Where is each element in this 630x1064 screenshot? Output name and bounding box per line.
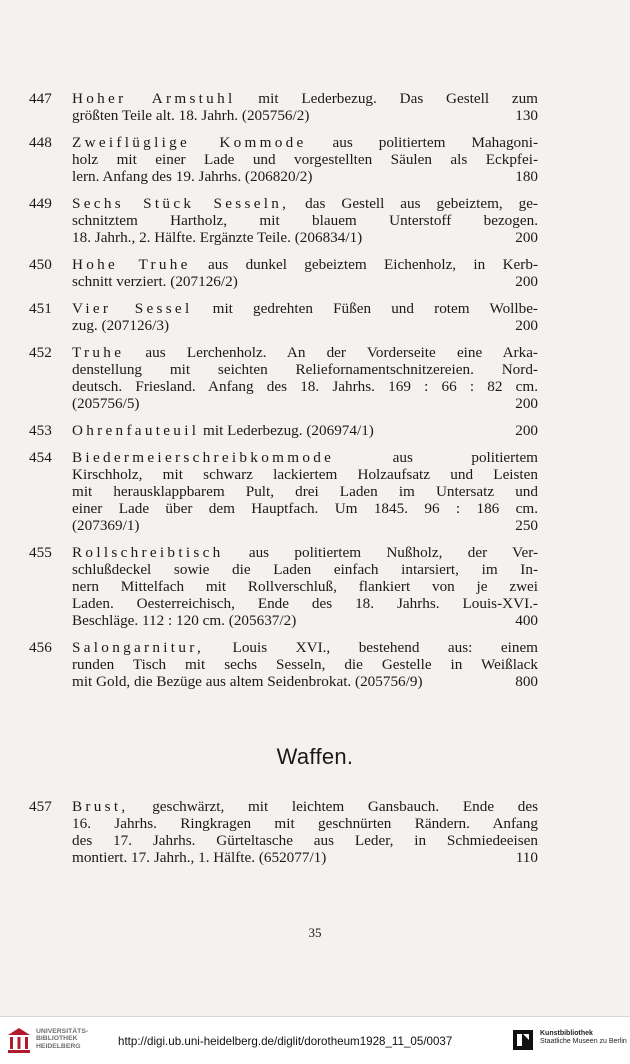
description-text: zug. (207126/3) <box>72 317 170 334</box>
library-name <box>36 1028 88 1050</box>
lot-price: 200 <box>515 317 538 334</box>
kunstbibliothek-logo-icon <box>513 1030 533 1050</box>
description-text: geschwärzt, mit leichtem Gansbauch. Ende des <box>128 798 538 815</box>
kb-title: Kunstbibliothek <box>540 1030 593 1037</box>
lot-price: 130 <box>515 107 538 124</box>
description-line <box>72 256 538 273</box>
description-line <box>72 229 538 246</box>
lot-price: 200 <box>515 422 538 439</box>
description-line <box>72 361 538 378</box>
description-text: aus Lerchenholz. An der Vorderseite eine Arka- <box>124 344 538 361</box>
university-library-logo-icon <box>6 1026 32 1054</box>
lot-description <box>72 256 538 290</box>
description-line <box>72 151 538 168</box>
description-text: aus politiertem Mahagoni- <box>306 134 538 151</box>
description-line <box>72 273 538 290</box>
description-text: aus politiertem <box>334 449 538 466</box>
description-line <box>72 90 538 107</box>
description-line <box>72 422 538 439</box>
description-line <box>72 449 538 466</box>
lot-description <box>72 300 538 334</box>
description-line <box>72 466 538 483</box>
source-url-link[interactable]: http://digi.ub.uni-heidelberg.de/diglit/dorotheum1928_11_05/0037 <box>118 1035 453 1048</box>
description-line <box>72 798 538 815</box>
catalog-entry <box>0 134 630 185</box>
lot-description <box>72 134 538 185</box>
lot-number: 450 <box>29 256 52 273</box>
lot-description <box>72 544 538 629</box>
description-text: das Gestell aus gebeiztem, ge- <box>289 195 538 212</box>
lot-description <box>72 344 538 412</box>
lot-title: Hohe Truhe <box>72 256 191 273</box>
description-text: 18. Jahrh., 2. Hälfte. Ergänzte Teile. (206834/1) <box>72 229 363 246</box>
description-line <box>72 832 538 849</box>
description-text: lern. Anfang des 19. Jahrhs. (206820/2) <box>72 168 313 185</box>
description-line <box>72 849 538 866</box>
description-text: mit Lederbezug. Das Gestell zum <box>235 90 538 107</box>
lot-title: Ohrenfauteuil <box>72 422 200 439</box>
description-line <box>72 578 538 595</box>
lot-number: 449 <box>29 195 52 212</box>
catalog-entry <box>0 798 630 866</box>
description-line <box>72 639 538 656</box>
lot-description <box>72 422 538 439</box>
section-heading: Waffen. <box>276 744 354 769</box>
library-name-line2: BIBLIOTHEK <box>36 1035 78 1043</box>
entry-list-weapons <box>0 798 630 866</box>
lot-price: 200 <box>515 395 538 412</box>
description-line <box>72 378 538 395</box>
footer-bar <box>0 1016 630 1064</box>
lot-description <box>72 449 538 534</box>
description-text: aus dunkel gebeiztem Eichenholz, in Kerb- <box>190 256 538 273</box>
description-line <box>72 544 538 561</box>
description-line <box>72 517 538 534</box>
description-text: Beschläge. 112 : 120 cm. (205637/2) <box>72 612 297 629</box>
description-text: denstellung mit seichten Reliefornamentschnitzereien. Nord- <box>72 361 538 378</box>
description-line <box>72 673 538 690</box>
catalog-entry <box>0 449 630 534</box>
description-text: schnitt verziert. (207126/2) <box>72 273 238 290</box>
description-line <box>72 561 538 578</box>
description-text: aus politiertem Nußholz, der Ver- <box>223 544 538 561</box>
description-text: nern Mittelfach mit Rollverschluß, flankiert von je zwei <box>72 578 538 595</box>
lot-description <box>72 90 538 124</box>
lot-title: Hoher Armstuhl <box>72 90 236 107</box>
description-text: mit gedrehten Füßen und rotem Wollbe- <box>192 300 538 317</box>
description-text: mit Lederbezug. (206974/1) <box>199 422 374 439</box>
description-text: montiert. 17. Jahrh., 1. Hälfte. (652077/1) <box>72 849 327 866</box>
description-line <box>72 300 538 317</box>
description-text: Louis XVI., bestehend aus: einem <box>204 639 538 656</box>
description-line <box>72 344 538 361</box>
lot-price: 250 <box>515 517 538 534</box>
description-text: schlußdeckel sowie die Laden einfach intarsiert, im In- <box>72 561 538 578</box>
lot-title: Brust, <box>72 798 129 815</box>
lot-description <box>72 798 538 866</box>
page-number: 35 <box>308 925 322 940</box>
description-line <box>72 500 538 517</box>
lot-price: 180 <box>515 168 538 185</box>
catalog-entry <box>0 422 630 439</box>
description-text: runden Tisch mit sechs Sesseln, die Gestelle in Weißlack <box>72 656 538 673</box>
lot-number: 448 <box>29 134 52 151</box>
entry-list-furniture <box>0 90 630 690</box>
lot-number: 456 <box>29 639 52 656</box>
lot-number: 452 <box>29 344 52 361</box>
catalog-entry <box>0 256 630 290</box>
catalog-entry <box>0 544 630 629</box>
description-text: schnitztem Hartholz, mit blauem Unterstoff bezogen. <box>72 212 538 229</box>
kb-subtitle: Staatliche Museen zu Berlin <box>540 1038 627 1046</box>
description-text: einer Lade über dem Hauptfach. Um 1845. 96 : 186 cm. <box>72 500 538 517</box>
description-text: (205756/5) <box>72 395 140 412</box>
lot-title: Biedermeierschreibkommode <box>72 449 335 466</box>
lot-description <box>72 639 538 690</box>
lot-title: Rollschreibtisch <box>72 544 224 561</box>
description-text: deutsch. Friesland. Anfang des 18. Jahrhs. 169 : 66 : 82 cm. <box>72 378 538 395</box>
description-line <box>72 612 538 629</box>
description-text: Laden. Oesterreichisch, Ende des 18. Jahrhs. Louis-XVI.- <box>72 595 538 612</box>
kunstbibliothek-credit <box>540 1030 627 1047</box>
description-line <box>72 395 538 412</box>
catalog-content <box>0 90 630 876</box>
lot-description <box>72 195 538 246</box>
lot-number: 453 <box>29 422 52 439</box>
description-line <box>72 317 538 334</box>
lot-title: Truhe <box>72 344 125 361</box>
description-text: holz mit einer Lade und vorgestellten Säulen als Eckpfei- <box>72 151 538 168</box>
lot-title: Vier Sessel <box>72 300 193 317</box>
catalog-entry <box>0 195 630 246</box>
lot-price: 110 <box>515 849 538 866</box>
description-text: (207369/1) <box>72 517 140 534</box>
description-text: größten Teile alt. 18. Jahrh. (205756/2) <box>72 107 310 124</box>
description-text: des 17. Jahrhs. Gürteltasche aus Leder, in Schmiedeeisen <box>72 832 538 849</box>
lot-number: 451 <box>29 300 52 317</box>
lot-title: Salongarnitur, <box>72 639 205 656</box>
description-text: 16. Jahrhs. Ringkragen mit geschnürten Rändern. Anfang <box>72 815 538 832</box>
description-text: mit herausklappbarem Pult, drei Laden im Untersatz und <box>72 483 538 500</box>
description-text: mit Gold, die Bezüge aus altem Seidenbrokat. (205756/9) <box>72 673 423 690</box>
library-name-line1: UNIVERSITÄTS- <box>36 1028 89 1035</box>
lot-number: 454 <box>29 449 52 466</box>
description-line <box>72 168 538 185</box>
description-line <box>72 483 538 500</box>
description-line <box>72 595 538 612</box>
catalog-entry <box>0 344 630 412</box>
lot-number: 457 <box>29 798 52 815</box>
description-line <box>72 212 538 229</box>
lot-price: 200 <box>515 273 538 290</box>
description-line <box>72 195 538 212</box>
lot-price: 400 <box>515 612 538 629</box>
lot-title: Sechs Stück Sesseln, <box>72 195 290 212</box>
description-line <box>72 815 538 832</box>
description-line <box>72 134 538 151</box>
lot-price: 200 <box>515 229 538 246</box>
description-line <box>72 656 538 673</box>
catalog-entry <box>0 639 630 690</box>
description-line <box>72 107 538 124</box>
lot-price: 800 <box>515 673 538 690</box>
catalog-entry <box>0 90 630 124</box>
lot-title: Zweiflüglige Kommode <box>72 134 307 151</box>
library-name-line3: HEIDELBERG <box>36 1042 81 1050</box>
description-text: Kirschholz, mit schwarz lackiertem Holzaufsatz und Leisten <box>72 466 538 483</box>
lot-number: 455 <box>29 544 52 561</box>
catalog-entry <box>0 300 630 334</box>
lot-number: 447 <box>29 90 52 107</box>
